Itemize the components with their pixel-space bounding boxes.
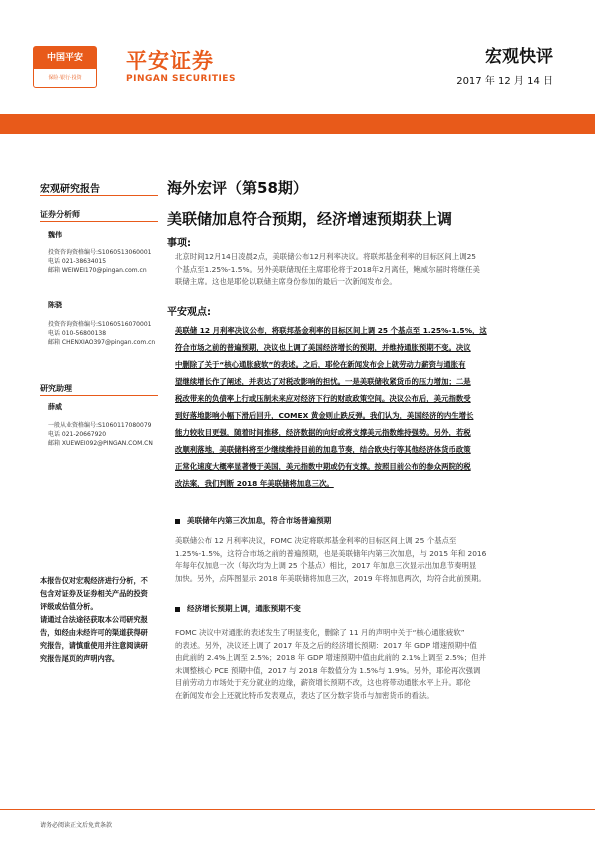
text-line: 未调整核心 PCE 预期中值，2017 与 2018 年数值分为 1.5%与 1.9%。另外，耶伦再次强调 — [175, 665, 481, 675]
text-line: 美联储公布 12 月利率决议，FOMC 决定将联邦基金利率的目标区间上调 25 个基点至 — [175, 536, 457, 545]
analyst-name: 魏伟 — [48, 231, 62, 239]
analyst-cert: 投资咨询资格编号:S1060513060001 — [48, 249, 152, 256]
text-line: 税改带来的负债率上行或压制未来应对经济下行的财政政策空间。决议公布后，美元指数受 — [175, 394, 471, 403]
text-line: 个基点至1.25%-1.5%。另外美联储现任主席耶伦将于2018年2月离任，鲍威尔届时将继任美 — [175, 264, 480, 274]
analyst-phone: 电话 010-56800138 — [48, 330, 107, 337]
pingan-group-logo — [33, 46, 97, 88]
text-line: 正常化速度大概率显著慢于美国，美元指数中期或仍有支撑。按照目前公布的参众两院的税 — [175, 462, 471, 471]
report-date: 2017 年 12 月 14 日 — [456, 76, 553, 87]
brand-name-en: PINGAN SECURITIES — [126, 74, 236, 84]
text-line: 年每年仅加息一次（每次均为上调 25 个基点）相比，2017 年加息三次显示出加息节奏明显 — [175, 561, 477, 570]
assistant-cert: 一般从业资格编号:S1060117080079 — [48, 422, 152, 429]
disclaimer — [40, 574, 158, 665]
text-line: 中删除了关于“核心通胀疲软”的表述。之后，耶伦在新闻发布会上就劳动力薪资与通胀有 — [175, 360, 466, 369]
text-line: 改顺利落地，美联储料将至少继续维持目前的加息节奏，结合欧央行等其他经济体货币政策 — [175, 445, 471, 454]
text-line: 美联储 12 月利率决议公布，将联邦基金利率的目标区间上调 25 个基点至 1.25%-1.5%，这 — [175, 326, 487, 335]
text-line: 能力较收目更强，随着时间推移，经济数据的向好或将支撑美元指数维持强势。另外，若税 — [175, 428, 471, 437]
text-line: 由此前的 2.4%上调至 2.5%；2018 年 GDP 增速预期中值由此前的 2.1%上调至 2.5%；但并 — [175, 653, 487, 662]
disclaimer-line: 包含对证券及证券相关产品的投资 — [40, 589, 148, 598]
bullet1-paragraph — [175, 535, 577, 585]
events-heading: 事项: — [167, 238, 191, 249]
footer-disclaimer: 请务必阅读正文后免责条款 — [40, 822, 113, 829]
view-heading: 平安观点: — [167, 307, 211, 318]
disclaimer-line: 本报告仅对宏观经济进行分析，不 — [40, 576, 148, 585]
logo-top-text: 中国平安 — [34, 47, 96, 69]
bullet-square-icon — [175, 519, 180, 524]
report-series: 海外宏评（第58期） — [167, 179, 308, 197]
disclaimer-line: 究报告，请慎重使用并注意阅读研 — [40, 641, 148, 650]
analyst-email[interactable]: 邮箱 WEIWEI170@pingan.com.cn — [48, 267, 147, 274]
report-title: 美联储加息符合预期，经济增速预期获上调 — [167, 210, 453, 228]
sidebar-divider — [40, 395, 158, 396]
report-type: 宏观快评 — [485, 47, 553, 67]
analyst-email[interactable]: 邮箱 CHENXIAO397@pingan.com.cn — [48, 339, 156, 346]
disclaimer-line: 究报告尾页的声明内容。 — [40, 654, 120, 663]
assistant-label: 研究助理 — [40, 384, 72, 393]
analyst-phone: 电话 021-38634015 — [48, 258, 107, 265]
assistant-email[interactable]: 邮箱 XUEWEI092@PINGAN.COM.CN — [48, 440, 153, 447]
brand-name-cn: 平安证券 — [126, 49, 214, 73]
analyst-label: 证券分析师 — [40, 210, 80, 219]
sidebar-title: 宏观研究报告 — [40, 184, 100, 195]
text-line: 目前劳动力市场处于充分就业的边缘，薪资增长预期不改，这也将带动通胀水平上升。耶伦 — [175, 678, 471, 687]
text-line: 的表述。另外，决议还上调了 2017 年及之后的经济增长预期：2017 年 GDP 增速预期中值 — [175, 640, 477, 650]
bullet-heading: 美联储年内第三次加息，符合市场普遍预期 — [187, 516, 332, 525]
text-line: 加快。另外，点阵图显示 2018 年美联储将加息三次，2019 年将加息两次，均符合此前预期。 — [175, 573, 486, 583]
events-paragraph — [175, 251, 577, 289]
sidebar-divider — [40, 221, 158, 222]
bullet-square-icon — [175, 607, 180, 612]
analyst-name: 陈骁 — [48, 301, 62, 309]
assistant-name: 薛威 — [48, 403, 62, 411]
text-line: 望继续增长作了阐述，并表达了对税改影响的担忧。一是美联储收紧货币的压力增加；二是 — [175, 377, 471, 386]
view-paragraph — [175, 322, 577, 492]
text-line: FOMC 决议中对通胀的表述发生了明显变化，删除了 11 月的声明中关于“核心通胀疲软” — [175, 628, 465, 637]
assistant-phone: 电话 021-20667920 — [48, 431, 107, 438]
bullet-heading: 经济增长预期上调，通胀预期不变 — [187, 604, 301, 613]
text-line: 符合市场之前的普遍预期，决议也上调了美国经济增长的预期，并维持通胀预期不变。决议 — [175, 343, 471, 352]
disclaimer-line: 评级或估值分析。 — [40, 602, 98, 611]
text-line: 在新闻发布会上还就比特币发表观点，表达了区分数字货币与加密货币的看法。 — [175, 690, 434, 700]
disclaimer-line: 告，如经由未经许可的渠道获得研 — [40, 628, 148, 637]
sidebar-divider — [40, 195, 158, 196]
analyst-cert: 投资咨询资格编号:S1060516070001 — [48, 321, 152, 328]
text-line: 到好落地影响小幅下滑后回升，COMEX 黄金则止跌反弹。我们认为，美国经济的内生增长 — [175, 411, 474, 420]
header-accent-bar — [0, 114, 595, 134]
text-line: 北京时间12月14日凌晨2点，美联储公布12月利率决议。将联邦基金利率的目标区间上调25 — [175, 252, 476, 261]
disclaimer-line: 请通过合法途径获取本公司研究报 — [40, 615, 148, 624]
text-line: 1.25%-1.5%，这符合市场之前的普遍预期，也是美联储年内第三次加息，与 2015 年和 2016 — [175, 548, 487, 558]
logo-bottom-text: 保险·银行·投资 — [48, 75, 82, 81]
text-line: 联储主席。这也是耶伦以联储主席身份参加的最后一次新闻发布会。 — [175, 277, 397, 286]
footer-divider — [0, 809, 595, 810]
bullet2-paragraph — [175, 627, 577, 702]
text-line: 改法案，我们判断 2018 年美联储将加息三次。 — [175, 479, 334, 488]
